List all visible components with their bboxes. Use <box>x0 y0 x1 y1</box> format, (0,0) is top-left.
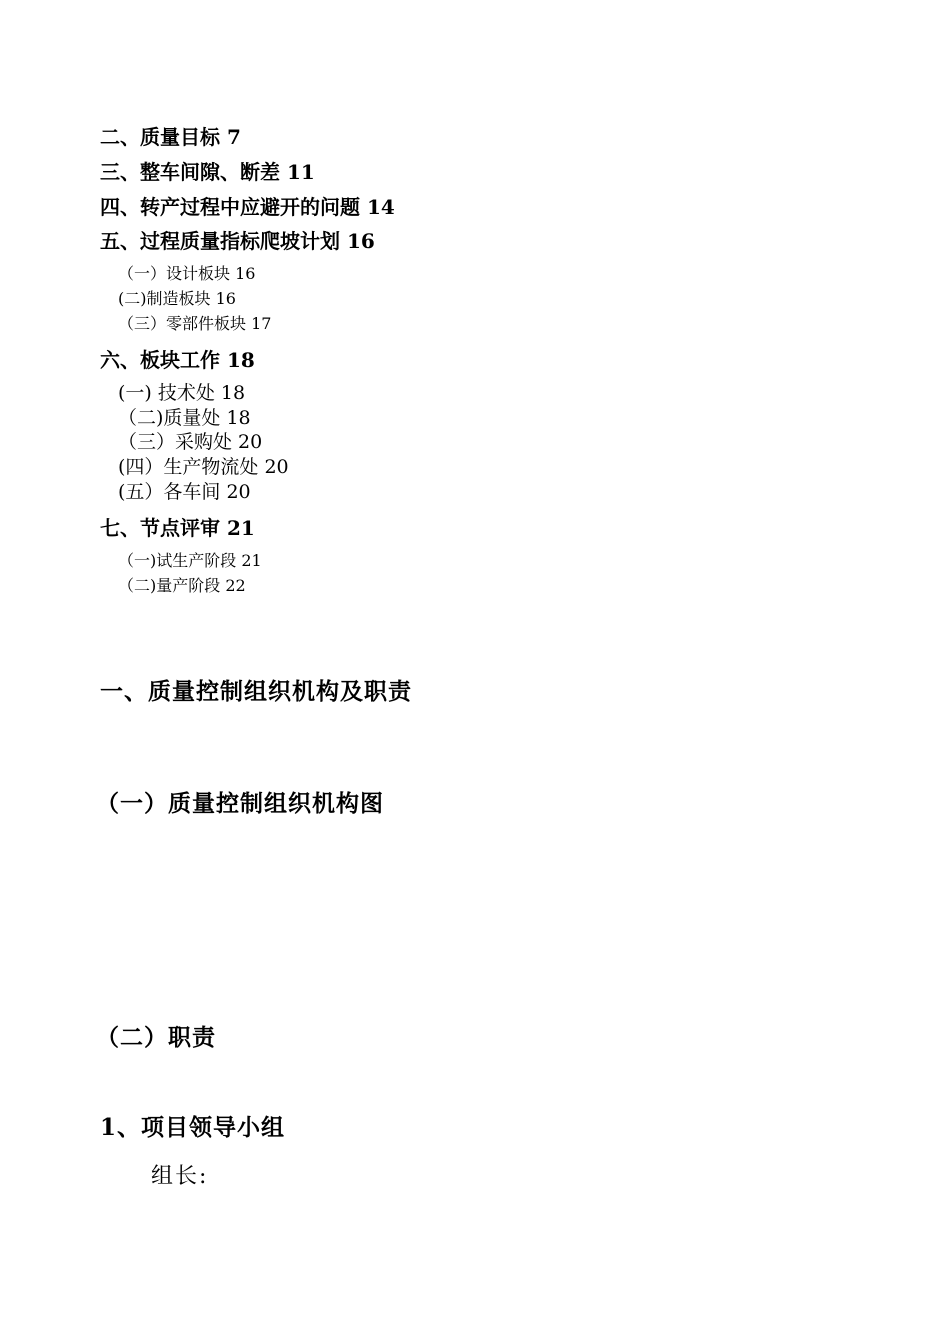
toc-entry-quality-dept[interactable]: （二)质量处 18 <box>118 407 251 429</box>
toc-entry-logistics-dept[interactable]: (四）生产物流处 20 <box>118 456 289 478</box>
subsection-heading-org-chart: （一）质量控制组织机构图 <box>96 790 384 817</box>
toc-entry-transfer-issues[interactable]: 四、转产过程中应避开的问题 14 <box>100 195 395 219</box>
toc-entry-trial-production[interactable]: （一)试生产阶段 21 <box>118 551 262 570</box>
section-heading-quality-org: 一、质量控制组织机构及职责 <box>100 678 412 705</box>
toc-entry-technical-dept[interactable]: (一) 技术处 18 <box>118 382 246 404</box>
subsection-heading-duties: （二）职责 <box>96 1024 216 1051</box>
toc-entry-parts-block[interactable]: （三）零部件板块 17 <box>118 314 272 333</box>
item-heading-project-leadership: 1、项目领导小组 <box>100 1114 286 1141</box>
toc-entry-node-review[interactable]: 七、节点评审 21 <box>100 516 255 540</box>
toc-entry-purchasing-dept[interactable]: （三）采购处 20 <box>118 431 263 453</box>
toc-entry-manufacturing-block[interactable]: (二)制造板块 16 <box>118 289 236 308</box>
toc-entry-ramp-plan[interactable]: 五、过程质量指标爬坡计划 16 <box>100 229 375 253</box>
toc-entry-block-work[interactable]: 六、板块工作 18 <box>100 348 255 372</box>
toc-entry-design-block[interactable]: （一）设计板块 16 <box>118 264 256 283</box>
toc-entry-vehicle-gap[interactable]: 三、整车间隙、断差 11 <box>100 160 315 184</box>
toc-entry-workshops[interactable]: (五）各车间 20 <box>118 481 251 503</box>
leader-label: 组长: <box>151 1164 209 1189</box>
toc-entry-quality-goals[interactable]: 二、质量目标 7 <box>100 125 241 149</box>
toc-entry-mass-production[interactable]: （二)量产阶段 22 <box>118 576 246 595</box>
